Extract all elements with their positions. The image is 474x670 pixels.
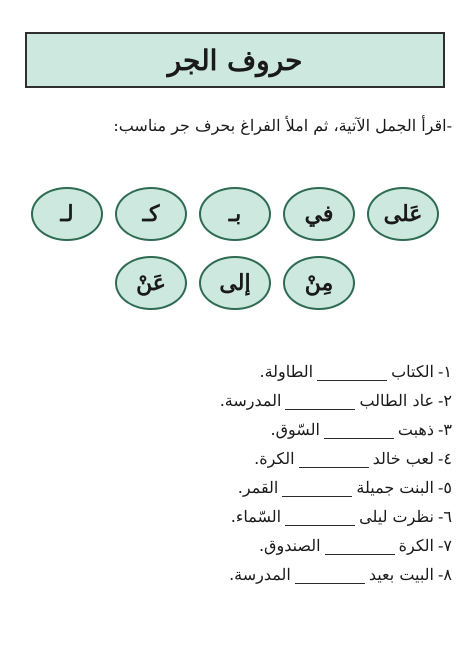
sentence-after: القمر.	[237, 478, 279, 497]
instruction-text: -اقرأ الجمل الآتية، ثم املأ الفراغ بحرف جر مناسب:	[113, 116, 452, 135]
sentence-number: ١-	[438, 362, 452, 381]
sentence-before: عاد الطالب	[359, 391, 434, 410]
fill-blank[interactable]	[285, 395, 355, 410]
fill-blank[interactable]	[282, 482, 352, 497]
sentence-row	[152, 410, 452, 439]
sentence-before: الكتاب	[391, 362, 434, 381]
sentence-after: المدرسة.	[219, 391, 282, 410]
sentence-row	[152, 526, 452, 555]
fill-blank[interactable]	[325, 540, 395, 555]
sentence-row	[152, 468, 452, 497]
sentence-row	[152, 555, 452, 584]
sentence-after: المدرسة.	[229, 565, 291, 584]
sentence-before: البيت بعيد	[368, 565, 434, 584]
sentence-number: ٣-	[438, 420, 452, 439]
fill-blank[interactable]	[324, 424, 394, 439]
sentence-row	[152, 497, 452, 526]
sentence-after: الصندوق.	[258, 536, 321, 555]
sentence-before: الكرة	[398, 536, 434, 555]
fill-blank[interactable]	[285, 511, 355, 526]
preposition-ala: عَلى	[367, 187, 439, 241]
sentence-number: ٧-	[438, 536, 452, 555]
preposition-li: لـ	[31, 187, 103, 241]
sentence-before: ذهبت	[397, 420, 434, 439]
sentence-number: ٢-	[438, 391, 452, 410]
sentence-after: الطاولة.	[259, 362, 314, 381]
sentence-after: السّوق.	[270, 420, 320, 439]
fill-blank[interactable]	[317, 366, 387, 381]
sentence-number: ٨-	[438, 565, 452, 584]
preposition-an: عَنْ	[115, 256, 187, 310]
sentence-after: السّماء.	[230, 507, 282, 526]
sentence-list	[152, 352, 452, 584]
preposition-fi: في	[283, 187, 355, 241]
sentence-number: ٦-	[438, 507, 452, 526]
preposition-ila: إلى	[199, 256, 271, 310]
sentence-row	[152, 352, 452, 381]
sentence-number: ٥-	[438, 478, 452, 497]
sentence-row	[152, 381, 452, 410]
sentence-after: الكرة.	[254, 449, 295, 468]
fill-blank[interactable]	[295, 569, 365, 584]
sentence-before: البنت جميلة	[356, 478, 434, 497]
sentence-number: ٤-	[438, 449, 452, 468]
sentence-before: نظرت ليلى	[359, 507, 434, 526]
sentence-before: لعب خالد	[372, 449, 434, 468]
page-title: حروف الجر	[25, 32, 445, 88]
sentence-row	[152, 439, 452, 468]
preposition-bi: بـ	[199, 187, 271, 241]
preposition-ka: كـ	[115, 187, 187, 241]
preposition-min: مِنْ	[283, 256, 355, 310]
fill-blank[interactable]	[299, 453, 369, 468]
